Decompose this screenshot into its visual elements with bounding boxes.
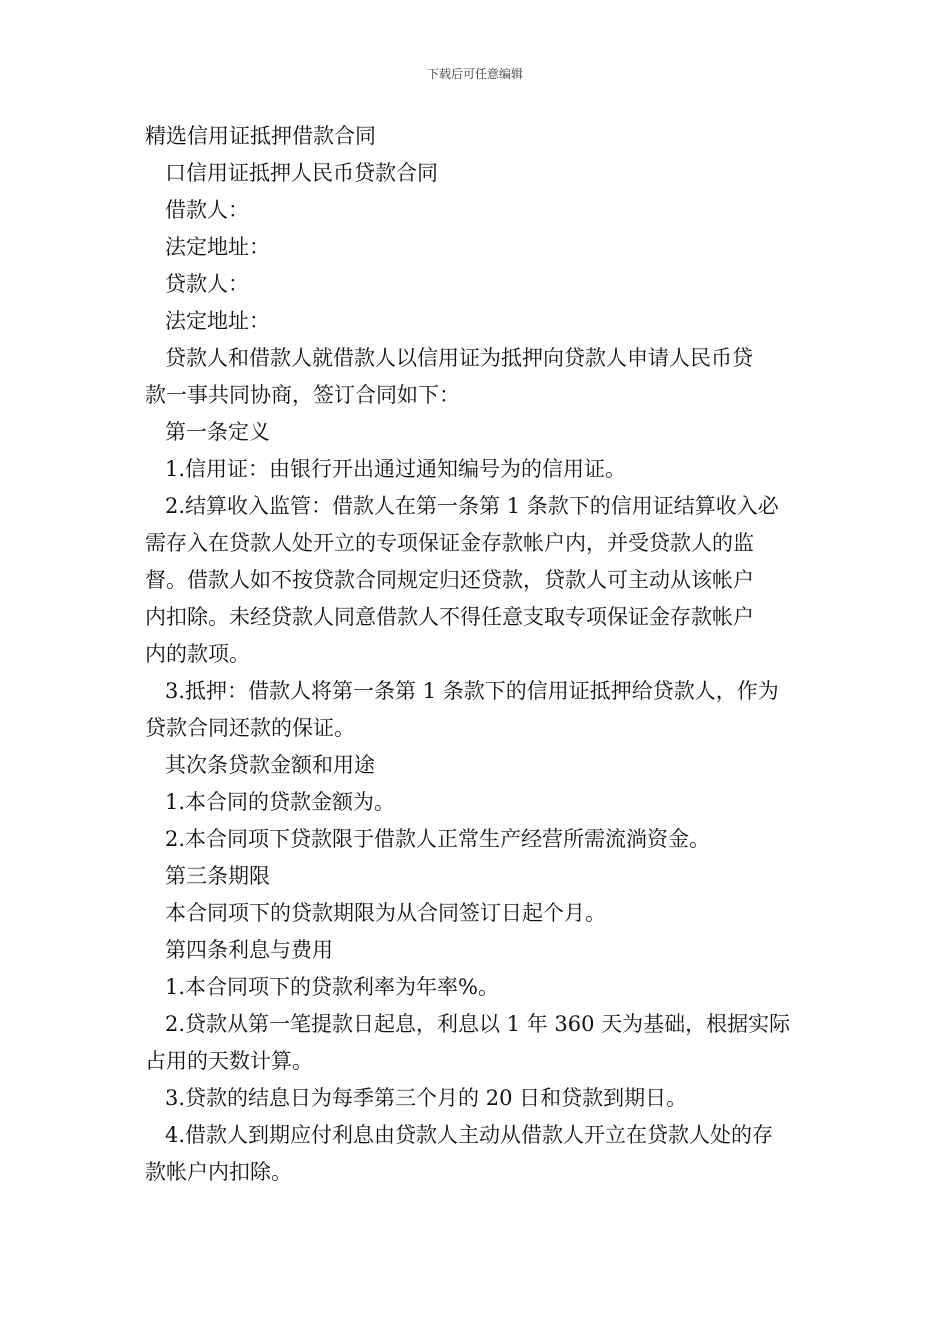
document-line: 占用的天数计算。: [145, 1049, 313, 1073]
document-line: 第四条利息与费用: [165, 938, 333, 962]
document-line: 1.本合同项下的贷款利率为年率%。: [165, 975, 499, 999]
document-line: 4.借款人到期应付利息由贷款人主动从借款人开立在贷款人处的存: [165, 1123, 774, 1147]
document-body: [145, 118, 810, 1191]
document-line: 第三条期限: [165, 864, 270, 888]
document-line: 督。借款人如不按贷款合同规定归还贷款，贷款人可主动从该帐户: [145, 568, 754, 592]
document-line: 款一事共同协商，签订合同如下：: [145, 383, 460, 407]
document-line: 1.本合同的贷款金额为。: [165, 790, 396, 814]
document-line: 1.信用证：由银行开出通过通知编号为的信用证。: [165, 457, 627, 481]
document-line: 2.贷款从第一笔提款日起息，利息以 1 年 360 天为基础，根据实际: [165, 1012, 791, 1036]
document-line: 内的款项。: [145, 642, 250, 666]
document-line: 需存入在贷款人处开立的专项保证金存款帐户内，并受贷款人的监: [145, 531, 754, 555]
document-line: 第一条定义: [165, 420, 270, 444]
document-line: 内扣除。未经贷款人同意借款人不得任意支取专项保证金存款帐户: [145, 605, 754, 629]
document-line: 其次条贷款金额和用途: [165, 753, 375, 777]
document-line: 3.贷款的结息日为每季第三个月的 20 日和贷款到期日。: [165, 1086, 688, 1110]
document-line: 2.结算收入监管：借款人在第一条第 1 条款下的信用证结算收入必: [165, 494, 779, 518]
document-line: 贷款合同还款的保证。: [145, 716, 355, 740]
document-line: 本合同项下的贷款期限为从合同签订日起个月。: [165, 901, 606, 925]
document-line: 法定地址：: [165, 235, 270, 259]
document-line: 法定地址：: [165, 309, 270, 333]
document-line: 2.本合同项下贷款限于借款人正常生产经营所需流淌资金。: [165, 827, 711, 851]
document-line: 3.抵押：借款人将第一条第 1 条款下的信用证抵押给贷款人，作为: [165, 679, 779, 703]
document-line: 贷款人：: [165, 272, 249, 296]
document-line: 贷款人和借款人就借款人以信用证为抵押向贷款人申请人民币贷: [165, 346, 753, 370]
document-title: 精选信用证抵押借款合同: [145, 124, 376, 148]
document-line: 款帐户内扣除。: [145, 1160, 292, 1184]
document-line: 口信用证抵押人民币贷款合同: [165, 161, 438, 185]
document-line: 借款人：: [165, 198, 249, 222]
page-header: 下载后可任意编辑: [426, 67, 523, 81]
